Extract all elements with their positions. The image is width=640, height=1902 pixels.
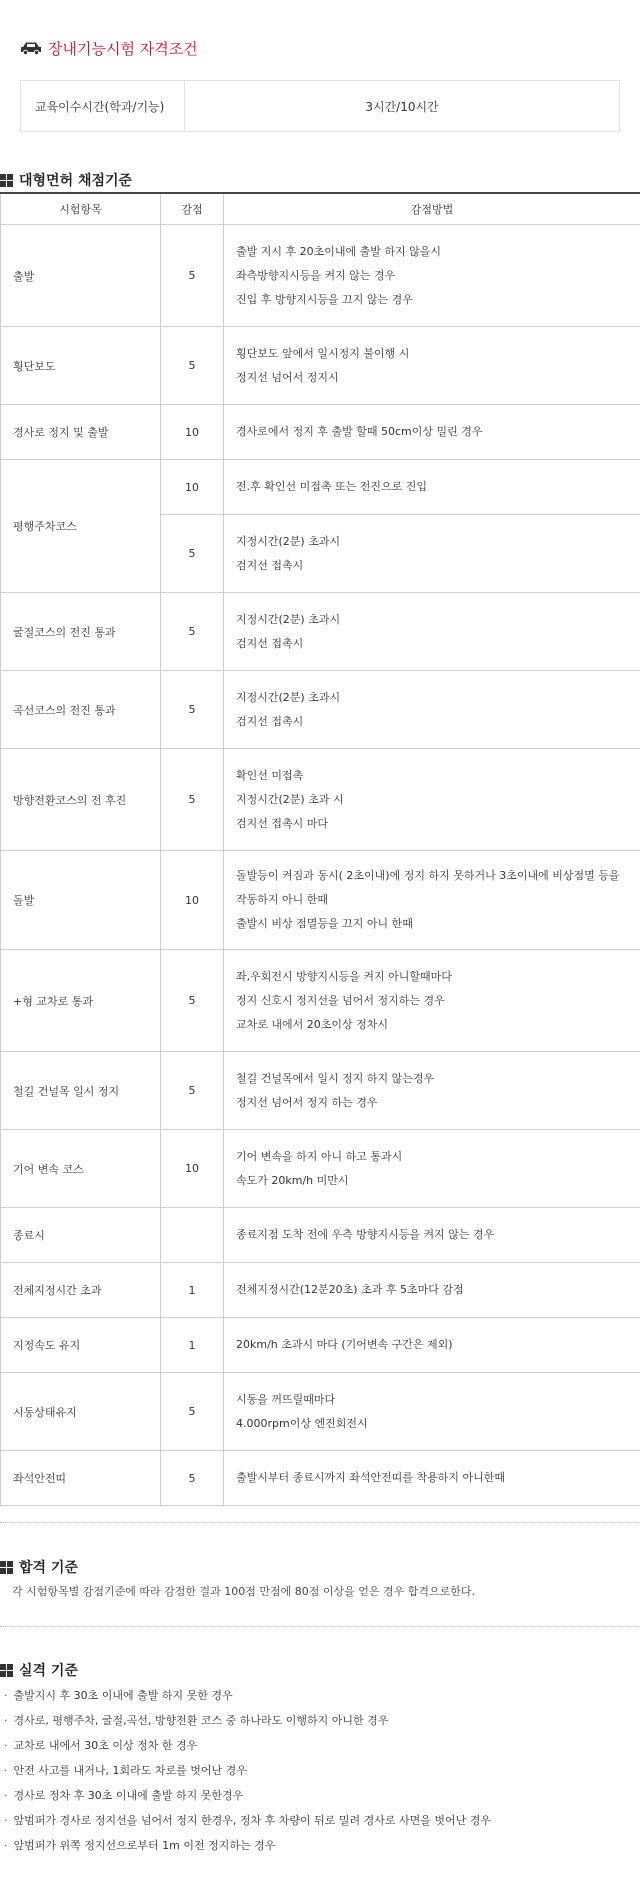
- row-method: [224, 1208, 640, 1263]
- method-line: 횡단보도 앞에서 일시정지 불이행 시: [236, 346, 410, 360]
- row-method: [224, 1130, 640, 1208]
- list-item: · 경사로, 평행주차, 굴절,곡선, 방향전환 코스 중 하나라도 이행하지 아니한 경우: [0, 1708, 491, 1733]
- row-method: [224, 1373, 640, 1451]
- method-line: 검지선 접촉시: [236, 558, 304, 572]
- method-line: 지정시간(2분) 초과시: [236, 534, 341, 548]
- row-method: [224, 851, 640, 950]
- row-deduction: 5: [161, 1373, 224, 1451]
- row-item: 평행주차코스: [1, 460, 161, 593]
- method-line: 시동을 꺼뜨릴때마다: [236, 1392, 336, 1406]
- row-deduction: 1: [161, 1318, 224, 1373]
- method-line: 검지선 접촉시: [236, 714, 304, 728]
- section-bullet-icon: [0, 174, 13, 187]
- row-deduction: 10: [161, 1130, 224, 1208]
- row-method: [224, 1318, 640, 1373]
- method-line: 작동하지 아니 한때: [236, 893, 329, 906]
- row-deduction: 10: [161, 405, 224, 460]
- row-method: [224, 1263, 640, 1318]
- row-deduction: [161, 1208, 224, 1263]
- method-line: 종료지점 도착 전에 우측 방향지시등을 켜지 않는 경우: [236, 1228, 495, 1241]
- list-item: · 앞범퍼가 위쪽 정지선으로부터 1m 이전 정지하는 경우: [0, 1833, 491, 1858]
- section-divider: [0, 1522, 640, 1523]
- scoring-title: 대형면허 채점기준: [19, 173, 133, 189]
- fail-criteria-list: [0, 1683, 491, 1858]
- row-item: 돌발: [1, 851, 161, 950]
- row-deduction: 5: [161, 950, 224, 1052]
- section-bullet-icon: [0, 1664, 13, 1677]
- pass-criteria-text: 각 시험항목별 감점기준에 따라 감점한 결과 100점 만점에 80점 이상을 얻은 경우 합격으로한다.: [12, 1585, 475, 1598]
- table-header-row: [1, 193, 640, 225]
- row-deduction: 5: [161, 225, 224, 327]
- table-row: [1, 950, 640, 1052]
- row-item: 철길 건널목 일시 정지: [1, 1052, 161, 1130]
- row-method: [224, 1052, 640, 1130]
- row-item: 경사로 정지 및 출발: [1, 405, 161, 460]
- method-line: 출발시 비상 점멸등을 끄지 아니 한때: [236, 917, 413, 930]
- list-item: · 출발지시 후 30초 이내에 출발 하지 못한 경우: [0, 1683, 491, 1708]
- table-row: [1, 671, 640, 749]
- row-method: [224, 405, 640, 460]
- table-row: [1, 1208, 640, 1263]
- row-method: [224, 460, 640, 515]
- row-deduction: 1: [161, 1263, 224, 1318]
- list-item: · 앞범퍼가 경사로 정지선을 넘어서 정지 한경우, 정차 후 차량이 뒤로 밀려 경사로 사면을 벗어난 경우: [0, 1808, 491, 1833]
- page-title-text: 장내기능시험 자격조건: [48, 39, 198, 58]
- list-item: · 안전 사고를 내거나, 1회라도 차로를 벗어난 경우: [0, 1758, 491, 1783]
- method-line: 20km/h 초과시 마다 (기어변속 구간은 제외): [236, 1338, 453, 1351]
- row-deduction: 5: [161, 1451, 224, 1506]
- row-item: 좌석안전띠: [1, 1451, 161, 1506]
- row-item: 방향전환코스의 전 후진: [1, 749, 161, 851]
- row-deduction: 5: [161, 327, 224, 405]
- row-deduction: 10: [161, 460, 224, 515]
- fail-heading: [0, 1660, 78, 1680]
- method-line: 4.000rpm이상 엔진회전시: [236, 1416, 368, 1430]
- table-row: [1, 225, 640, 327]
- method-line: 출발 지시 후 20초이내에 출발 하지 않을시: [236, 244, 441, 258]
- row-method: [224, 1451, 640, 1506]
- method-line: 검지선 접촉시: [236, 636, 304, 650]
- section-divider: [0, 1626, 640, 1627]
- row-deduction: 5: [161, 671, 224, 749]
- method-line: 전.후 확인선 미접촉 또는 전진으로 진입: [236, 480, 427, 493]
- row-item: 곡선코스의 전진 통과: [1, 671, 161, 749]
- row-method: [224, 327, 640, 405]
- row-deduction: 5: [161, 1052, 224, 1130]
- method-line: 정지선 넘어서 정지시: [236, 370, 339, 384]
- table-row: [1, 1373, 640, 1451]
- row-item: 출발: [1, 225, 161, 327]
- row-item: 시동상태유지: [1, 1373, 161, 1451]
- table-row: [1, 851, 640, 950]
- row-item: 굴절코스의 전진 통과: [1, 593, 161, 671]
- method-line: 지정시간(2분) 초과시: [236, 690, 341, 704]
- row-method: [224, 593, 640, 671]
- list-item: · 교차로 내에서 30초 이상 정차 한 경우: [0, 1733, 491, 1758]
- method-line: 경사로에서 정지 후 출발 할때 50cm이상 밀린 경우: [236, 425, 483, 438]
- row-deduction: 5: [161, 593, 224, 671]
- method-line: 전체지정시간(12분20초) 초과 후 5초마다 감점: [236, 1283, 464, 1296]
- row-method: [224, 515, 640, 593]
- scoring-table: [0, 192, 640, 1506]
- row-method: [224, 749, 640, 851]
- row-item: 종료시: [1, 1208, 161, 1263]
- table-row: [1, 327, 640, 405]
- page-title: [20, 38, 198, 58]
- table-row: [1, 749, 640, 851]
- row-deduction: 5: [161, 515, 224, 593]
- section-bullet-icon: [0, 1561, 13, 1574]
- method-line: 좌,우회전시 방향지시등을 켜지 아니할때마다: [236, 969, 452, 983]
- row-item: 지정속도 유지: [1, 1318, 161, 1373]
- pass-heading: [0, 1557, 78, 1577]
- method-line: 확인선 미접촉: [236, 768, 304, 782]
- method-line: 좌측방향지시등을 켜지 않는 경우: [236, 268, 396, 282]
- method-line: 돌발등이 켜짐과 동시( 2초이내)에 정지 하지 못하거나 3초이내에 비상점멸 등을: [236, 869, 620, 882]
- table-row: [1, 460, 640, 515]
- row-method: [224, 950, 640, 1052]
- table-row: [1, 593, 640, 671]
- table-row: [1, 1263, 640, 1318]
- column-header-deduction: 감점: [161, 193, 224, 225]
- fail-title: 실격 기준: [19, 1663, 78, 1679]
- method-line: 속도가 20km/h 미만시: [236, 1173, 349, 1187]
- row-deduction: 10: [161, 851, 224, 950]
- pass-title: 합격 기준: [19, 1560, 78, 1576]
- column-header-method: 감점방법: [224, 193, 640, 225]
- row-item: 전체지정시간 초과: [1, 1263, 161, 1318]
- row-item: 횡단보도: [1, 327, 161, 405]
- method-line: 검지선 접촉시 마다: [236, 816, 329, 830]
- row-item: +형 교차로 통과: [1, 950, 161, 1052]
- qualification-box: [20, 80, 620, 132]
- method-line: 교차로 내에서 20초이상 정차시: [236, 1017, 388, 1031]
- qualification-value: 3시간/10시간: [365, 99, 439, 114]
- method-line: 진입 후 방향지시등을 끄지 않는 경우: [236, 292, 413, 306]
- table-row: [1, 1052, 640, 1130]
- method-line: 지정시간(2분) 초과 시: [236, 792, 344, 806]
- row-method: [224, 225, 640, 327]
- table-row: [1, 1130, 640, 1208]
- row-deduction: 5: [161, 749, 224, 851]
- column-header-item: 시험항목: [1, 193, 161, 225]
- method-line: 출발시부터 종료시까지 좌석안전띠를 착용하지 아니한때: [236, 1471, 506, 1484]
- table-row: [1, 1318, 640, 1373]
- scoring-heading: [0, 170, 132, 190]
- row-method: [224, 671, 640, 749]
- list-item: · 경사로 정차 후 30초 이내에 출발 하지 못한경우: [0, 1783, 491, 1808]
- method-line: 정지선 넘어서 정지 하는 경우: [236, 1095, 378, 1109]
- method-line: 철길 건널목에서 일시 정지 하지 않는경우: [236, 1071, 435, 1085]
- row-item: 기어 변속 코스: [1, 1130, 161, 1208]
- car-icon: [20, 41, 42, 55]
- method-line: 지정시간(2분) 초과시: [236, 612, 341, 626]
- table-row: [1, 405, 640, 460]
- table-row: [1, 1451, 640, 1506]
- qualification-label: 교육이수시간(학과/기능): [21, 81, 185, 131]
- method-line: 정지 신호시 정지선을 넘어서 정지하는 경우: [236, 993, 445, 1007]
- method-line: 기어 변속을 하지 아니 하고 통과시: [236, 1149, 403, 1163]
